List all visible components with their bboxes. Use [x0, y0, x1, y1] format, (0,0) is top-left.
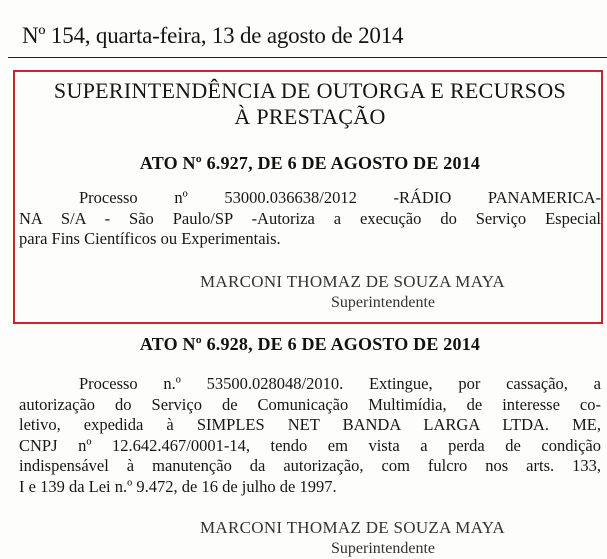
header-rule	[8, 57, 607, 58]
act-body-line: letivo, expedida à SIMPLES NET BANDA LARGA LTDA. ME,	[19, 415, 601, 434]
act-body-line: CNPJ nº 12.642.467/0001-14, tendo em vista a perda de condição	[19, 435, 601, 455]
act-body-line: Processo nº 53000.036638/2012 -RÁDIO PANAMERICA-	[79, 188, 601, 207]
section-title	[28, 78, 592, 130]
issue-header: Nº 154, quarta-feira, 13 de agosto de 2014	[22, 23, 404, 48]
section-title-line-1: SUPERINTENDÊNCIA DE OUTORGA E RECURSOS	[53, 78, 567, 103]
act-body-line: Processo n.º 53500.028048/2010. Extingue, por cassação, a	[79, 374, 601, 393]
act-title: ATO Nº 6.928, DE 6 DE AGOSTO DE 2014	[139, 334, 481, 354]
signature-role: Superintendente	[331, 540, 435, 557]
act-body-line: indispensável à manutenção da autorização, com fulcro nos arts. 133,	[19, 456, 601, 475]
section-title-line-2: À PRESTAÇÃO	[234, 104, 386, 129]
act-body	[19, 188, 601, 250]
act-body	[19, 374, 601, 497]
act-body-line: I e 139 da Lei n.º 9.472, de 16 de julho de 1997.	[19, 476, 337, 496]
signature-role: Superintendente	[331, 294, 435, 311]
act-body-line: para Fins Científicos ou Experimentais.	[19, 229, 281, 248]
act-body-line: NA S/A - São Paulo/SP -Autoriza a execução do Serviço Especial	[19, 208, 601, 228]
signature-name: MARCONI THOMAZ DE SOUZA MAYA	[200, 518, 505, 537]
signature-name: MARCONI THOMAZ DE SOUZA MAYA	[200, 272, 505, 291]
act-title: ATO Nº 6.927, DE 6 DE AGOSTO DE 2014	[139, 153, 481, 173]
act-body-line: autorização do Serviço de Comunicação Multimídia, de interesse co-	[19, 394, 601, 414]
